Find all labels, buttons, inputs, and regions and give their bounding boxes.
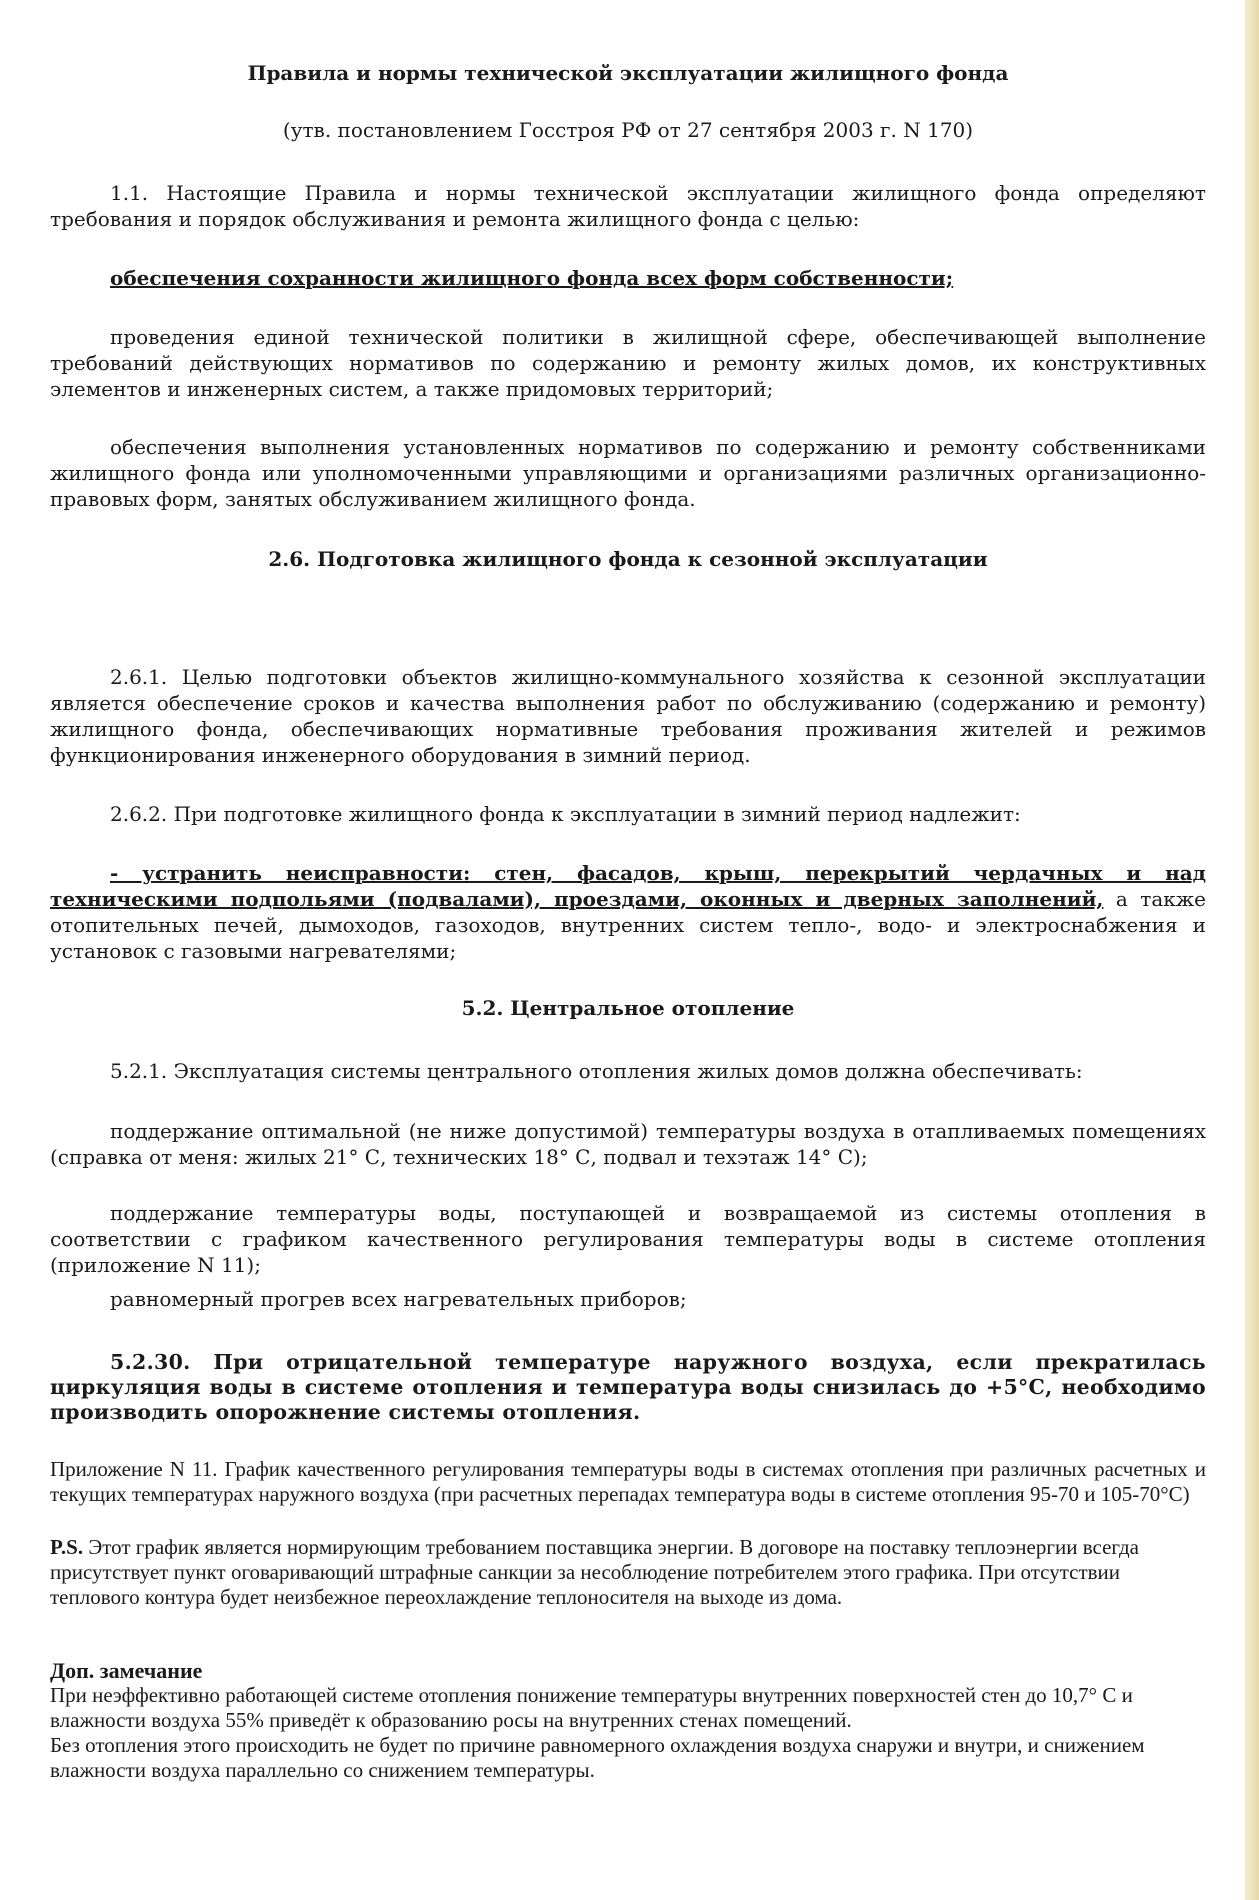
heading-2-6: 2.6. Подготовка жилищного фонда к сезонной эксплуатации (268, 547, 988, 571)
appendix-11: Приложение N 11. График качественного регулирования температуры воды в системах отопления при различных расчетных и текущих температурах наружного воздуха (при расчетных перепадах температура воды в системе отопления 95-70 и 105-70°С) (50, 1457, 1206, 1506)
ps-label: P.S. (50, 1535, 84, 1559)
note-paragraph-1: При неэффективно работающей системе отопления понижение температуры внутренних поверхностей стен до 10,7° С и влажности воздуха 55% приведёт к образованию росы на внутренних стенах помещений. (50, 1683, 1133, 1732)
heading-5-2: 5.2. Центральное отопление (461, 996, 795, 1020)
paragraph-2-6-1: 2.6.1. Целью подготовки объектов жилищно-коммунального хозяйства к сезонной эксплуатации является обеспечение сроков и качества выполнения работ по обслуживанию (содержанию и ремонту) жилищного фонда, обеспечивающих нормативные требования проживания жителей и режимов функционирования инженерного оборудования в зимний период. (50, 665, 1206, 767)
ps-text: Этот график является нормирующим требованием поставщика энергии. В договоре на поставку теплоэнергии всегда присутствует пункт оговаривающий штрафные санкции за несоблюдение потребителем этого графика. При отсутствии теплового контура будет неизбежное переохлаждение теплоносителя на выходе из дома. (50, 1535, 1139, 1609)
paragraph-5-2-30: 5.2.30. При отрицательной температуре наружного воздуха, если прекратилась циркуляция воды в системе отопления и температура воды снизилась до +5°С, необходимо производить опорожнение системы отопления. (50, 1350, 1206, 1424)
paragraph-2-6-2: 2.6.2. При подготовке жилищного фонда к эксплуатации в зимний период надлежит: (110, 802, 1021, 826)
requirement-1: поддержание оптимальной (не ниже допустимой) температуры воздуха в отапливаемых помещениях (справка от меня: жилых 21° С, технических 18° С, подвал и техэтаж 14° С); (50, 1119, 1206, 1169)
requirement-2: поддержание температуры воды, поступающей и возвращаемой из системы отопления в соответствии с графиком качественного регулирования температуры воды в системе отопления (приложение N 11); (50, 1201, 1206, 1277)
requirement-3: равномерный прогрев всех нагревательных приборов; (110, 1287, 687, 1311)
paragraph-1-1: 1.1. Настоящие Правила и нормы технической эксплуатации жилищного фонда определяют требования и порядок обслуживания и ремонта жилищного фонда с целью: (50, 181, 1206, 231)
ps-note (50, 1535, 1206, 1610)
paragraph-5-2-1: 5.2.1. Эксплуатация системы центрального отопления жилых домов должна обеспечивать: (110, 1059, 1083, 1083)
document-subtitle: (утв. постановлением Госстроя РФ от 27 сентября 2003 г. N 170) (282, 118, 974, 142)
note-heading: Доп. замечание (50, 1658, 203, 1683)
note-paragraph-2: Без отопления этого происходить не будет по причине равномерного охлаждения воздуха снаружи и внутри, и снижением влажности воздуха параллельно со снижением температуры. (50, 1733, 1145, 1782)
paragraph-2-6-2-list (50, 860, 1206, 964)
goal-2: проведения единой технической политики в жилищной сфере, обеспечивающей выполнение требований действующих нормативов по содержанию и ремонту жилых домов, их конструктивных элементов и инженерных систем, а также придомовых территорий; (50, 325, 1206, 401)
page-edge-shadow (1245, 0, 1259, 1900)
goal-3: обеспечения выполнения установленных нормативов по содержанию и ремонту собственниками жилищного фонда или уполномоченными управляющими и организациями различных организационно-правовых форм, занятых обслуживанием жилищного фонда. (50, 435, 1206, 511)
goal-1: обеспечения сохранности жилищного фонда всех форм собственности; (110, 266, 954, 290)
document-title: Правила и нормы технической эксплуатации жилищного фонда (247, 61, 1009, 85)
repair-list-rest: а также отопительных печей, дымоходов, газоходов, внутренних систем тепло-, водо- и электроснабжения и установок с газовыми нагревателями; (50, 887, 1206, 963)
repair-list-emphasis: - устранить неисправности: стен, фасадов, крыш, перекрытий чердачных и над техническими подпольями (подвалами), проездами, оконных и дверных заполнений, (50, 861, 1206, 911)
